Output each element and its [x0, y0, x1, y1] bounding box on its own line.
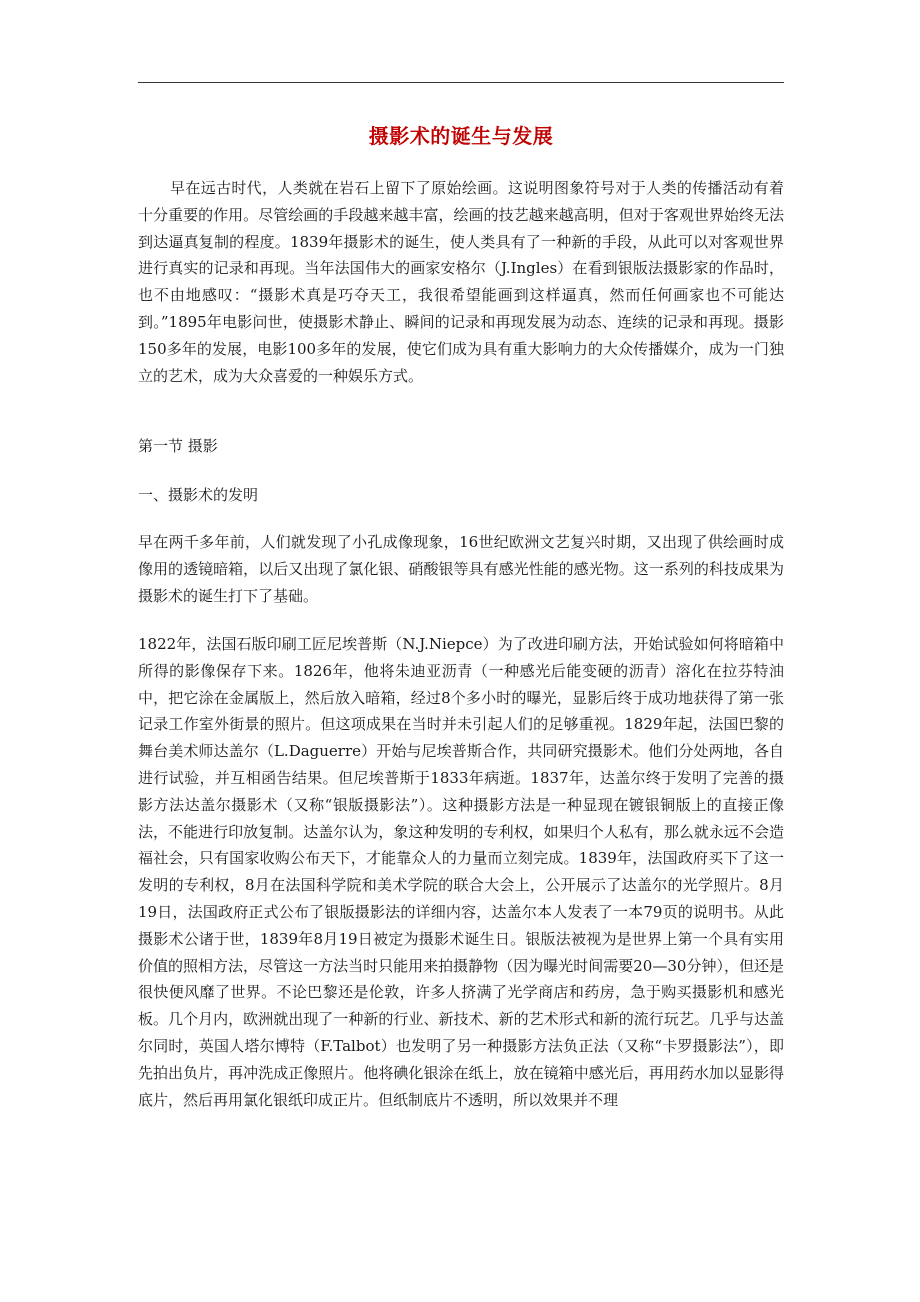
page-title: 摄影术的诞生与发展: [368, 124, 554, 148]
body-paragraph-1: 早在两千多年前，人们就发现了小孔成像现象，16世纪欧洲文艺复兴时期，又出现了供绘画时成像用的透镜暗箱，以后又出现了氯化银、硝酸银等具有感光性能的感光物。这一系列的科技成果为摄影术的诞生打下了基础。: [138, 533, 784, 605]
header-rule: [138, 82, 784, 83]
subsection-heading: 一、摄影术的发明: [138, 486, 259, 504]
body-paragraph-2: 1822年，法国石版印刷工匠尼埃普斯（N.J.Niepce）为了改进印刷方法，开始试验如何将暗箱中所得的影像保存下来。1826年，他将朱迪亚沥青（一种感光后能变硬的沥青）溶化在拉芬特油中，把它涂在金属版上，然后放入暗箱，经过8个多小时的曝光，显影后终于成功地获得了第一张记录工作室外街景的照片。但这项成果在当时并未引起人们的足够重视。1829年起，法国巴黎的舞台美术师达盖尔（L.Daguerre）开始与尼埃普斯合作，共同研究摄影术。他们分处两地，各自进行试验，并互相函告结果。但尼埃普斯于1833年病逝。1837年，达盖尔终于发明了完善的摄影方法达盖尔摄影术（又称“银版摄影法”）。这种摄影方法是一种显现在镀银铜版上的直接正像法，不能进行印放复制。达盖尔认为，象这种发明的专利权，如果归个人私有，那么就永远不会造福社会，只有国家收购公布天下，才能靠众人的力量而立刻完成。1839年，法国政府买下了这一发明的专利权，8月在法国科学院和美术学院的联合大会上，公开展示了达盖尔的光学照片。8月19日，法国政府正式公布了银版摄影法的详细内容，达盖尔本人发表了一本79页的说明书。从此摄影术公诸于世，1839年8月19日被定为摄影术诞生日。银版法被视为是世界上第一个具有实用价值的照相方法，尽管这一方法当时只能用来拍摄静物（因为曝光时间需要20—30分钟），但还是很快便风靡了世界。不论巴黎还是伦敦，许多人挤满了光学商店和药房，急于购买摄影机和感光板。几个月内，欧洲就出现了一种新的行业、新技术、新的艺术形式和新的流行玩艺。几乎与达盖尔同时，英国人塔尔博特（F.Talbot）也发明了另一种摄影方法负正法（又称“卡罗摄影法”），即先拍出负片，再冲洗成正像照片。他将碘化银涂在纸上，放在镜箱中感光后，再用药水加以显影得底片，然后再用氯化银纸印成正片。但纸制底片不透明，所以效果并不理: [138, 635, 784, 1109]
intro-paragraph: 早在远古时代，人类就在岩石上留下了原始绘画。这说明图象符号对于人类的传播活动有着十分重要的作用。尽管绘画的手段越来越丰富，绘画的技艺越来越高明，但对于客观世界始终无法到达逼真复制的程度。1839年摄影术的诞生，使人类具有了一种新的手段，从此可以对客观世界进行真实的记录和再现。当年法国伟大的画家安格尔（J.Ingles）在看到银版法摄影家的作品时，也不由地感叹：“摄影术真是巧夺天工，我很希望能画到这样逼真，然而任何画家也不可能达到。”1895年电影问世，使摄影术静止、瞬间的记录和再现发展为动态、连续的记录和再现。摄影150多年的发展，电影100多年的发展，使它们成为具有重大影响力的大众传播媒介，成为一门独立的艺术，成为大众喜爱的一种娱乐方式。: [138, 179, 784, 385]
section-heading: 第一节 摄影: [138, 437, 218, 455]
